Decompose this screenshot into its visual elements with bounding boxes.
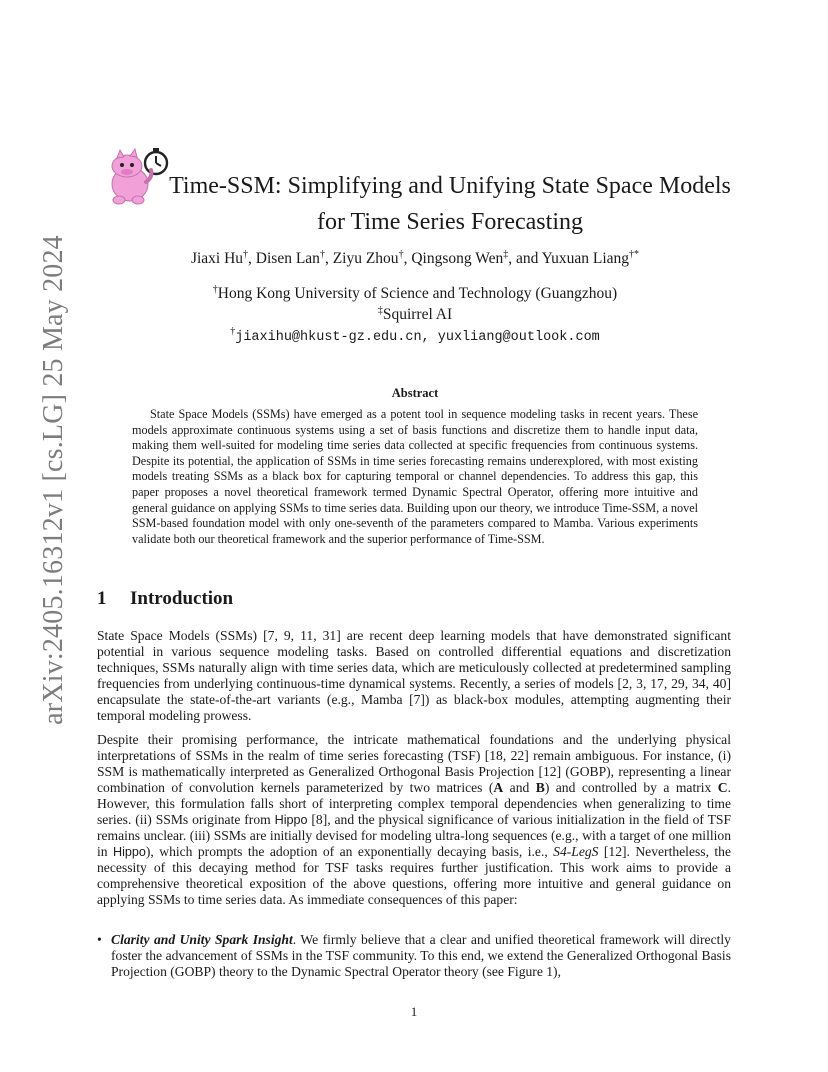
section-heading [97,588,233,610]
bullet-text: . We firmly believe that a clear and unified theoretical framework will directly foster the advancement of SSMs in the TSF community. To this end, we extend the Generalized Orthogonal Basis Projection (GOBP) theory to the Dynamic Spectral Operator theory (see Figure 1), [111,932,731,979]
arxiv-identifier: arXiv:2405.16312v1 [cs.LG] 25 May 2024 [38,235,69,725]
paper-title [150,168,750,240]
author-name: Disen Lan [255,250,320,267]
author-name: Qingsong Wen [411,250,504,267]
bullet-lead: Clarity and Unity Spark Insight [111,932,293,947]
intro-paragraph-2: Despite their promising performance, the intricate mathematical foundations and the underlying physical interpretations of SSMs in the realm of time series forecasting (TSF) [18, 22] remain ambiguous. For instance, (i) SSM is mathematically interpreted as Generalized Orthogonal Basis Projection [12] (GOBP), representing a linear combination of convolution kernels parameterized by two matrices (A and B) and controlled by a matrix C. However, this formulation falls short of interpreting complex temporal dependencies when generalizing to time series. (ii) SSMs originate from Hippo [8], and the physical significance of various initialization in the field of TSF remains unclear. (iii) SSMs are initially devised for modeling ultra-long sequences (e.g., with a target of one million in Hippo), which prompts the adoption of an exponentially decaying basis, i.e., S4-LegS [12]. Nevertheless, the necessity of this decaying method for TSF tasks requires further justification. This work aims to provide a comprehensive theoretical exposition of the above questions, offering more intuitive and general guidance on applying SSMs to time series data. As immediate consequences of this paper: [97,732,732,907]
section-title: Introduction [130,588,234,609]
author-mark: ‡ [503,248,509,260]
email-addresses[interactable]: jiaxihu@hkust-gz.edu.cn, yuxliang@outlook.com [235,330,600,345]
hippo-term: Hippo [274,813,308,827]
bullet-marker: • [97,932,102,947]
contribution-bullet [97,932,731,980]
author-name: Yuxuan Liang [541,250,630,267]
intro-paragraph-1: State Space Models (SSMs) [7, 9, 11, 31] are recent deep learning models that have demonstrated significant potential in various sequence modeling tasks. Based on controlled differential equations and discretization techniques, SSMs naturally align with time series data, which are meticulously collected at predetermined sampling frequencies from underlying continuous-time dynamical systems. Recently, a series of models [2, 3, 17, 29, 34, 40] encapsulate the state-of-the-art variants (e.g., Mamba [7]) as black-box modules, attempting augmenting their temporal modeling prowess. [97,628,731,723]
hippo-term: Hippo [113,845,146,859]
matrix-b: B [535,780,545,795]
matrix-c: C [717,780,728,795]
matrix-a: A [493,780,504,795]
title-line-1: Time-SSM: Simplifying and Unifying State Space Models [169,173,731,199]
author-list: Jiaxi Hu†, Disen Lan†, Ziyu Zhou†, Qingsong Wen‡, and Yuxuan Liang†* [190,248,640,267]
author-name: Ziyu Zhou [332,250,399,267]
author-mark: † [319,248,325,260]
abstract-heading: Abstract [391,386,439,400]
s4-legs-term: S4-LegS [553,844,599,859]
author-mark: † [243,248,249,260]
affiliation-squirrel: Squirrel AI [382,306,453,323]
abstract-text: State Space Models (SSMs) have emerged as a potent tool in sequence modeling tasks in recent years. These models approximate continuous systems using a set of basis functions and discretize them to handle input data, making them well-suited for modeling time series data collected at specific frequencies from continuous systems. Despite its potential, the application of SSMs in time series forecasting remains underexplored, with most existing models treating SSMs as a black box for capturing temporal or channel dependencies. To address this gap, this paper proposes a novel theoretical framework termed Dynamic Spectral Operator, offering more intuitive and general guidance on applying SSMs to time series data. Building upon our theory, we introduce Time-SSM, a novel SSM-based foundation model with only one-seventh of the parameters compared to Mamba. Various experiments validate both our theoretical framework and the superior performance of Time-SSM. [132,407,698,546]
affiliation-hkust: Hong Kong University of Science and Technology (Guangzhou) [217,285,618,302]
author-mark: † [398,248,404,260]
affiliations: †Hong Kong University of Science and Technology (Guangzhou) ‡Squirrel AI †jiaxihu@hkust-gz.edu.cn, yuxliang@outlook.com [212,283,618,345]
author-mark: †* [629,248,640,260]
page-number: 1 [410,1004,418,1019]
title-line-2: for Time Series Forecasting [317,209,583,235]
section-number: 1 [97,588,107,609]
author-name: Jiaxi Hu [190,250,244,267]
